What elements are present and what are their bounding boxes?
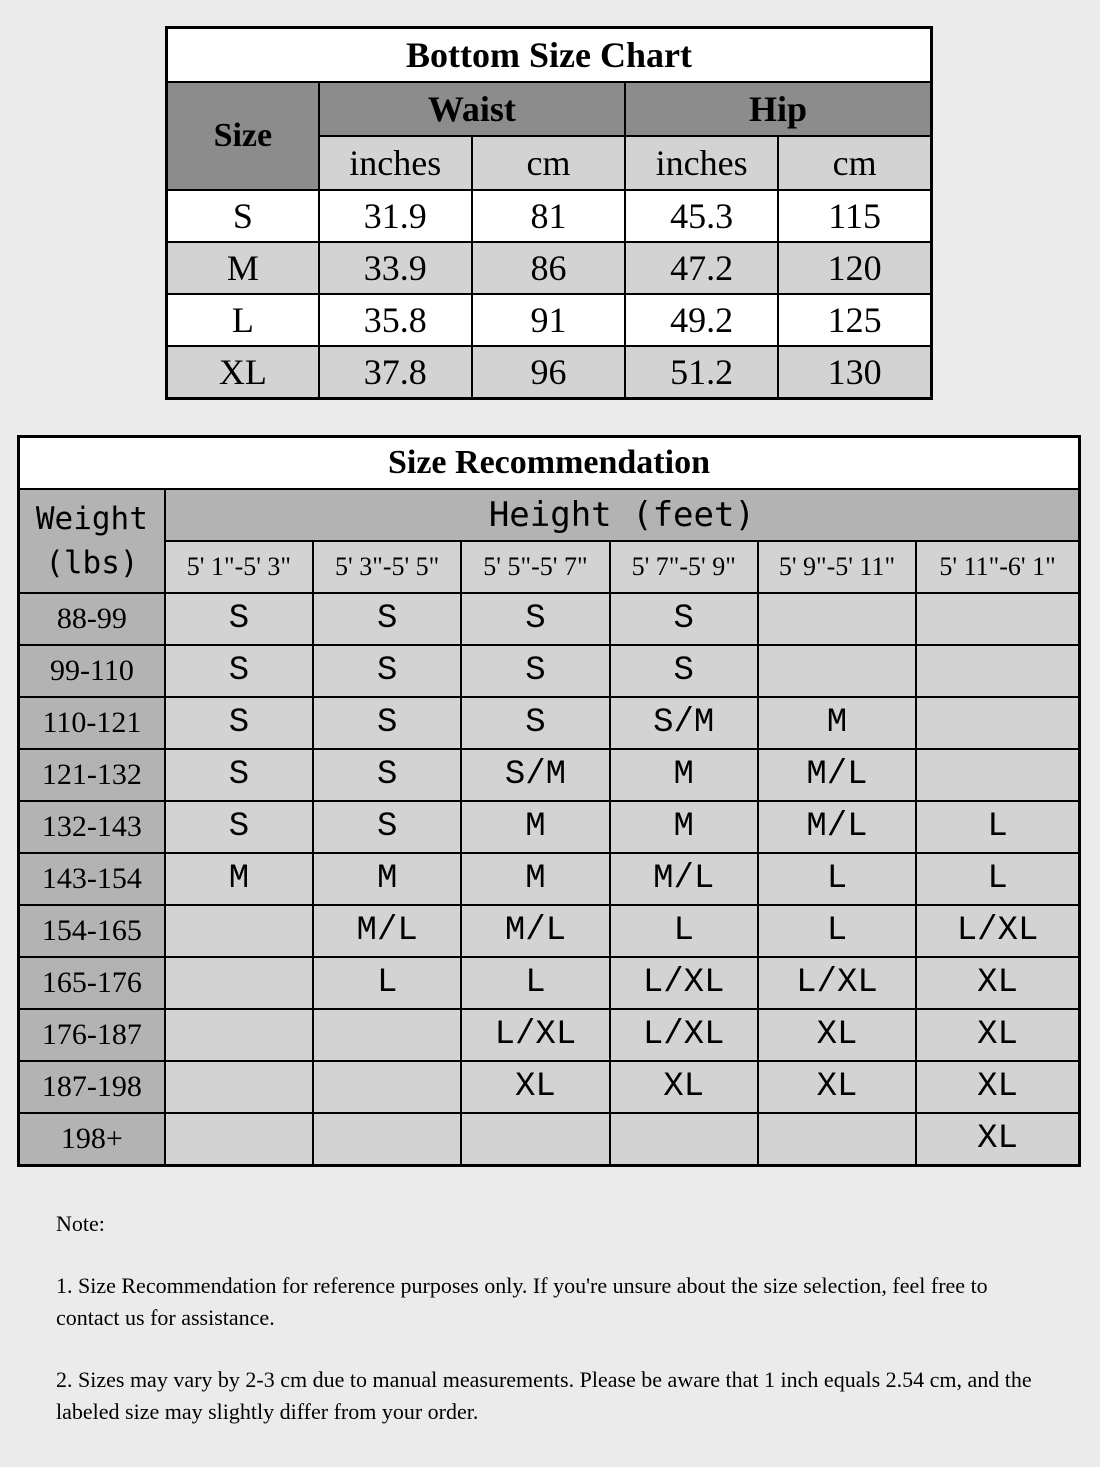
recommended-size-cell: M [758,697,916,749]
weight-column-header [19,489,165,593]
recommended-size-cell: S [165,749,313,801]
recommended-size-cell [758,645,916,697]
size-column-header: Size [167,82,319,190]
recommended-size-cell: S [610,645,758,697]
weight-unit-label: (lbs) [45,545,139,581]
measurement-cell: 51.2 [625,346,778,399]
hip-group-header: Hip [625,82,931,136]
height-range-header: 5' 7"-5' 9" [610,541,758,593]
measurement-cell: 31.9 [319,190,472,242]
recommended-size-cell: S [313,801,461,853]
recommended-size-cell: M/L [313,905,461,957]
recommended-size-cell: S [461,697,609,749]
recommended-size-cell: L [758,905,916,957]
height-range-header: 5' 11"-6' 1" [916,541,1079,593]
size-row [167,346,932,399]
measurement-cell: 125 [778,294,931,346]
weight-range-cell: 110-121 [19,697,165,749]
size-label-cell: S [167,190,319,242]
recommended-size-cell: S [461,645,609,697]
recommended-size-cell [165,1009,313,1061]
recommended-size-cell: XL [758,1061,916,1113]
recommendation-row [19,801,1080,853]
recommended-size-cell: S [313,645,461,697]
recommended-size-cell: XL [916,1061,1079,1113]
recommended-size-cell [758,593,916,645]
weight-range-cell: 121-132 [19,749,165,801]
size-label-cell: L [167,294,319,346]
recommended-size-cell [313,1061,461,1113]
height-range-header: 5' 1"-5' 3" [165,541,313,593]
recommended-size-cell: M [165,853,313,905]
measurement-cell: 45.3 [625,190,778,242]
measurement-cell: 37.8 [319,346,472,399]
recommended-size-cell: XL [916,1113,1079,1166]
recommended-size-cell: L/XL [610,1009,758,1061]
unit-header: inches [319,136,472,190]
recommended-size-cell [916,593,1079,645]
recommended-size-cell: S [165,697,313,749]
recommended-size-cell: L [610,905,758,957]
recommended-size-cell: L/XL [758,957,916,1009]
recommended-size-cell: L [313,957,461,1009]
height-range-header: 5' 3"-5' 5" [313,541,461,593]
recommendation-row [19,749,1080,801]
measurement-cell: 81 [472,190,625,242]
recommended-size-cell: S [165,801,313,853]
recommended-size-cell: S/M [461,749,609,801]
recommendation-row [19,957,1080,1009]
weight-range-cell: 88-99 [19,593,165,645]
size-row [167,242,932,294]
recommended-size-cell: S [610,593,758,645]
height-range-row [19,541,1080,593]
measurement-cell: 96 [472,346,625,399]
size-label-cell: XL [167,346,319,399]
recommendation-row [19,1113,1080,1166]
size-recommendation-table [17,435,1081,1167]
recommended-size-cell [758,1113,916,1166]
recommended-size-cell [916,697,1079,749]
note-item: 2. Sizes may vary by 2-3 cm due to manual measurements. Please be aware that 1 inch equals 2.54 cm, and the labeled size may slightly differ from your order. [56,1367,1032,1424]
recommended-size-cell [916,645,1079,697]
size-row [167,294,932,346]
size-row [167,190,932,242]
recommended-size-cell: S [313,749,461,801]
weight-label: Weight [35,501,148,537]
recommended-size-cell: S [461,593,609,645]
recommendation-row [19,1009,1080,1061]
weight-range-cell: 143-154 [19,853,165,905]
recommended-size-cell: S [313,697,461,749]
recommendation-title: Size Recommendation [19,437,1080,490]
notes-heading: Note: [56,1211,105,1236]
recommended-size-cell: M [313,853,461,905]
recommended-size-cell: XL [461,1061,609,1113]
recommended-size-cell [916,749,1079,801]
recommended-size-cell: XL [758,1009,916,1061]
weight-range-cell: 198+ [19,1113,165,1166]
measurement-cell: 91 [472,294,625,346]
recommended-size-cell: XL [916,1009,1079,1061]
recommended-size-cell: L [916,853,1079,905]
recommended-size-cell [165,1061,313,1113]
bottom-size-chart [165,26,933,400]
recommended-size-cell: M [610,749,758,801]
measurement-cell: 120 [778,242,931,294]
recommendation-row [19,593,1080,645]
recommended-size-cell [165,957,313,1009]
recommended-size-cell: L/XL [461,1009,609,1061]
measurement-cell: 86 [472,242,625,294]
recommended-size-cell [165,1113,313,1166]
recommended-size-cell: L/XL [610,957,758,1009]
size-chart-title: Bottom Size Chart [167,28,932,83]
size-chart-rows [167,190,932,399]
weight-range-cell: 165-176 [19,957,165,1009]
recommendation-head [19,437,1080,594]
recommendation-row [19,853,1080,905]
recommended-size-cell [461,1113,609,1166]
recommended-size-cell: S [165,645,313,697]
recommended-size-cell: L [461,957,609,1009]
weight-range-cell: 132-143 [19,801,165,853]
height-range-header: 5' 9"-5' 11" [758,541,916,593]
size-label-cell: M [167,242,319,294]
recommended-size-cell: M/L [610,853,758,905]
notes-section [56,1208,1056,1428]
recommended-size-cell: L/XL [916,905,1079,957]
recommended-size-cell: M [461,853,609,905]
recommendation-rows [19,593,1080,1166]
recommended-size-cell: XL [916,957,1079,1009]
recommended-size-cell [165,905,313,957]
recommended-size-cell: XL [610,1061,758,1113]
weight-range-cell: 187-198 [19,1061,165,1113]
weight-range-cell: 176-187 [19,1009,165,1061]
unit-header: cm [778,136,931,190]
height-range-header: 5' 5"-5' 7" [461,541,609,593]
measurement-cell: 35.8 [319,294,472,346]
measurement-cell: 33.9 [319,242,472,294]
recommended-size-cell: M [461,801,609,853]
recommendation-row [19,1061,1080,1113]
recommended-size-cell: S [313,593,461,645]
recommended-size-cell: M [610,801,758,853]
recommended-size-cell: M/L [758,749,916,801]
note-item: 1. Size Recommendation for reference purposes only. If you're unsure about the size selection, feel free to contact us for assistance. [56,1273,988,1330]
measurement-cell: 115 [778,190,931,242]
measurement-cell: 49.2 [625,294,778,346]
recommendation-row [19,905,1080,957]
recommended-size-cell [313,1009,461,1061]
recommended-size-cell: L [758,853,916,905]
size-chart-body [167,28,932,191]
unit-header: inches [625,136,778,190]
recommended-size-cell: S/M [610,697,758,749]
height-group-header: Height (feet) [165,489,1080,541]
unit-header: cm [472,136,625,190]
measurement-cell: 130 [778,346,931,399]
measurement-cell: 47.2 [625,242,778,294]
recommended-size-cell: L [916,801,1079,853]
recommended-size-cell: M/L [461,905,609,957]
recommendation-row [19,645,1080,697]
recommended-size-cell [313,1113,461,1166]
weight-range-cell: 154-165 [19,905,165,957]
recommended-size-cell: M/L [758,801,916,853]
weight-range-cell: 99-110 [19,645,165,697]
recommended-size-cell [610,1113,758,1166]
waist-group-header: Waist [319,82,625,136]
recommendation-row [19,697,1080,749]
recommended-size-cell: S [165,593,313,645]
